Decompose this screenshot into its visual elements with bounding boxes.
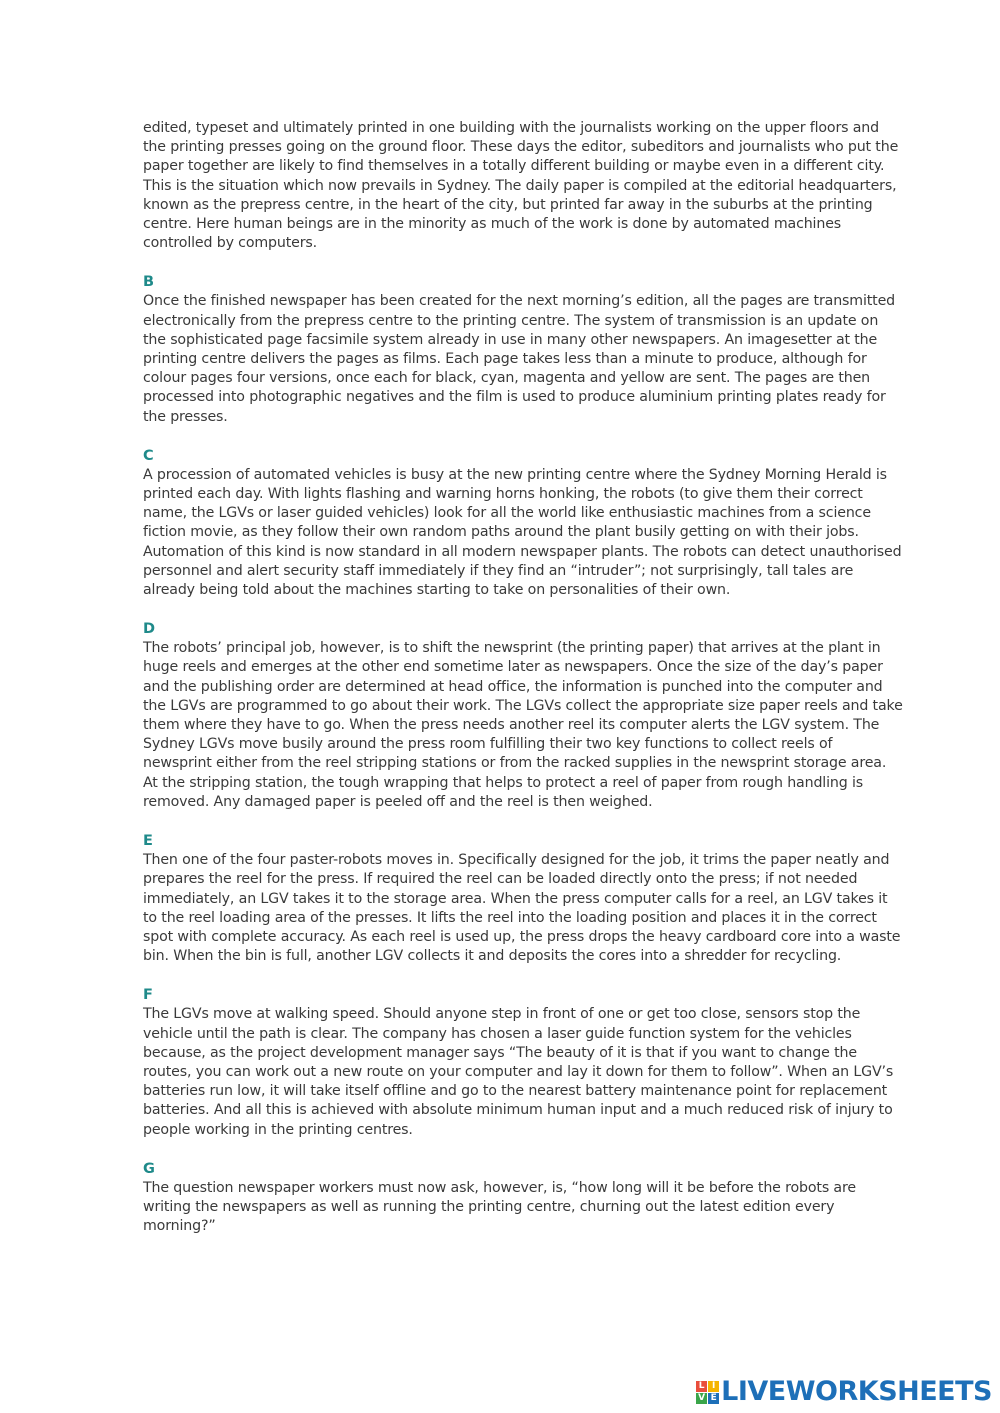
section-letter: F: [143, 987, 153, 1004]
article: [143, 119, 903, 1236]
liveworksheets-logo-icon: [696, 1381, 719, 1404]
section-paragraph: The robots’ principal job, however, is to shift the newsprint (the printing paper) that arrives at the plant in huge reels and emerges at the other end sometime later as newspapers. Once the size of the day’s paper and the publishing order are determined at head office, the information is punched into the computer and the LGVs are programmed to go about their work. The LGVs collect the appropriate size paper reels and take them where they have to go. When the press needs another reel its computer alerts the LGV system. The Sydney LGVs move busily around the press room fulfilling their two key functions to collect reels of newsprint either from the reel stripping stations or from the racked supplies in the newsprint storage area. At the stripping station, the tough wrapping that helps to protect a reel of paper from rough handling is removed. Any damaged paper is peeled off and the reel is then weighed.: [143, 640, 903, 810]
section-letter: G: [143, 1160, 155, 1177]
section-letter: E: [143, 833, 153, 850]
section-paragraph: A procession of automated vehicles is busy at the new printing centre where the Sydney Morning Herald is printed each day. With lights flashing and warning horns honking, the robots (to give them their correct name, the LGVs or laser guided vehicles) look for all the world like enthusiastic machines from a science fiction movie, as they follow their own random paths around the plant busily getting on with their jobs. Automation of this kind is now standard in all modern newspaper plants. The robots can detect unauthorised personnel and alert security staff immediately if they find an “intruder”; not surprisingly, tall tales are already being told about the machines starting to take on personalities of their own.: [143, 466, 902, 599]
section-paragraph: The LGVs move at walking speed. Should anyone step in front of one or get too close, sensors stop the vehicle until the path is clear. The company has chosen a laser guide function system for the vehicles because, as the project development manager says “The beauty of it is that if you want to change the routes, you can work out a new route on your computer and lay it down for them to follow”. When an LGV’s batteries run low, it will take itself offline and go to the nearest battery maintenance point for replacement batteries. And all this is achieved with absolute minimum human input and a much reduced risk of injury to people working in the printing centres.: [143, 1006, 894, 1138]
liveworksheets-watermark: [696, 1377, 992, 1407]
logo-letter-i: I: [708, 1381, 719, 1392]
section-paragraph: Once the finished newspaper has been created for the next morning’s edition, all the pages are transmitted electronically from the prepress centre to the printing centre. The system of transmission is an update on the sophisticated page facsimile system already in use in many other newspapers. An imagesetter at the printing centre delivers the pages as films. Each page takes less than a minute to produce, although for colour pages four versions, once each for black, cyan, magenta and yellow are sent. The pages are then processed into photographic negatives and the film is used to produce aluminium printing plates ready for the presses.: [143, 293, 895, 425]
section-paragraph: The question newspaper workers must now ask, however, is, “how long will it be before the robots are writing the newspapers as well as running the printing centre, churning out the latest edition every morning?”: [143, 1179, 856, 1235]
section-g: [143, 1160, 903, 1237]
section-paragraph: Then one of the four paster-robots moves in. Specifically designed for the job, it trims the paper neatly and prepares the reel for the press. If required the reel can be loaded directly onto the press; if not needed immediately, an LGV takes it to the storage area. When the press computer calls for a reel, an LGV takes it to the reel loading area of the presses. It lifts the reel into the loading position and places it in the correct spot with complete accuracy. As each reel is used up, the press drops the heavy cardboard core into a waste bin. When the bin is full, another LGV collects it and deposits the cores into a shredder for recycling.: [143, 852, 901, 965]
section-d: [143, 620, 903, 812]
section-c: [143, 447, 903, 600]
logo-letter-e: E: [708, 1393, 719, 1404]
section-letter: B: [143, 274, 155, 291]
logo-letter-l: L: [696, 1381, 707, 1392]
intro-paragraph: edited, typeset and ultimately printed in one building with the journalists working on the upper floors and the printing presses going on the ground floor. These days the editor, subeditors and journalists who put the paper together are likely to find themselves in a totally different building or maybe even in a different city. This is the situation which now prevails in Sydney. The daily paper is compiled at the editorial headquarters, known as the prepress centre, in the heart of the city, but printed far away in the suburbs at the printing centre. Here human beings are in the minority as much of the work is done by automated machines controlled by computers.: [143, 120, 899, 252]
section-b: [143, 273, 903, 426]
section-letter: C: [143, 447, 154, 464]
section-e: [143, 832, 903, 966]
section-f: [143, 986, 903, 1139]
liveworksheets-logo-text: LIVEWORKSHEETS: [721, 1376, 992, 1407]
logo-letter-v: V: [696, 1393, 707, 1404]
section-letter: D: [143, 621, 156, 638]
